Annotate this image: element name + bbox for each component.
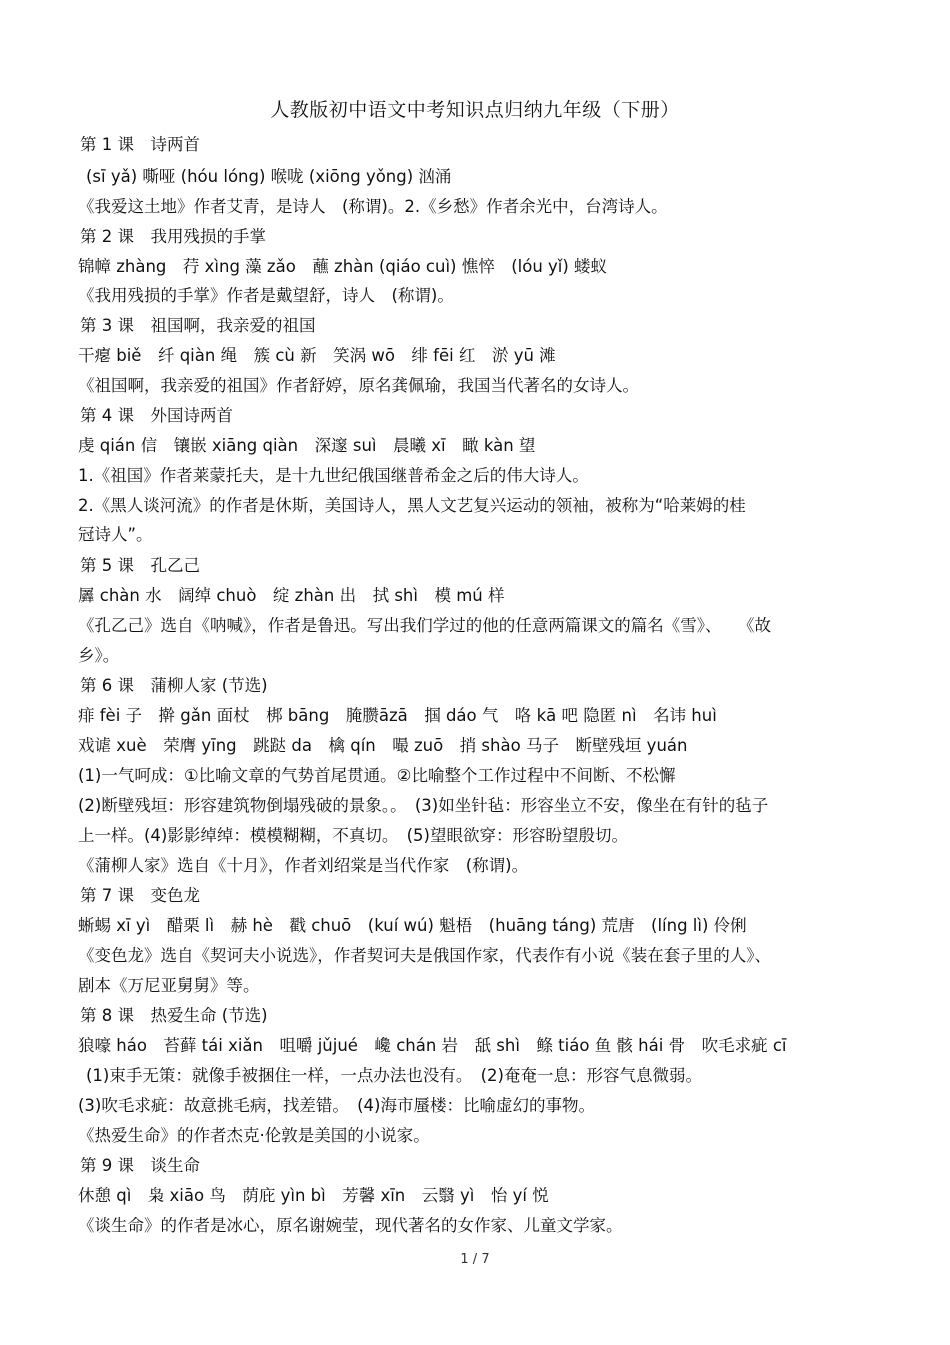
lesson-5-author: 《孔乙己》选自《呐喊》，作者是鲁迅。写出我们学过的他的任意两篇课文的篇名《雪》、 《故 bbox=[78, 616, 771, 635]
lesson-7-author-cont: 剧本《万尼亚舅舅》等。 bbox=[78, 976, 260, 995]
lesson-1-heading: 第 1 课 诗两首 bbox=[80, 135, 200, 154]
lesson-9-heading: 第 9 课 谈生命 bbox=[80, 1156, 200, 1175]
lesson-1-vocab: (sī yǎ) 嘶哑 (hóu lóng) 喉咙 (xiōng yǒng) 汹涌 bbox=[86, 167, 452, 186]
lesson-7-author: 《变色龙》选自《契诃夫小说选》，作者契诃夫是俄国作家，代表作有小说《装在套子里的人》、 bbox=[78, 946, 771, 965]
lesson-5-heading: 第 5 课 孔乙己 bbox=[80, 556, 200, 575]
lesson-6-vocab-1: 痱 fèi 子 擀 gǎn 面杖 梆 bāng 腌臜āzā 掴 dáo 气 咯 kā 吧 隐匿 nì 名讳 huì bbox=[78, 706, 717, 725]
lesson-8-author: 《热爱生命》的作者杰克·伦敦是美国的小说家。 bbox=[78, 1126, 430, 1145]
lesson-9-vocab: 休憩 qì 枭 xiāo 鸟 荫庇 yìn bì 芳馨 xīn 云翳 yì 怡 yí 悦 bbox=[78, 1186, 549, 1205]
lesson-1-author: 《我爱这土地》作者艾青，是诗人 (称谓)。2.《乡愁》作者余光中，台湾诗人。 bbox=[78, 197, 668, 216]
lesson-4-note-2: 2.《黑人谈河流》的作者是休斯，美国诗人，黑人文艺复兴运动的领袖，被称为“哈莱姆的桂 bbox=[78, 496, 746, 515]
lesson-2-heading: 第 2 课 我用残损的手掌 bbox=[80, 227, 266, 246]
lesson-6-idiom-1: (1)一气呵成：①比喻文章的气势首尾贯通。②比喻整个工作过程中不间断、不松懈 bbox=[78, 766, 676, 785]
lesson-6-heading: 第 6 课 蒲柳人家 (节选) bbox=[80, 676, 268, 695]
lesson-2-vocab: 锦幛 zhàng 荇 xìng 藻 zǎo 蘸 zhàn (qiáo cuì) 憔悴 (lóu yǐ) 蝼蚁 bbox=[78, 257, 608, 276]
document-title: 人教版初中语文中考知识点归纳九年级（下册） bbox=[270, 99, 680, 121]
lesson-6-idiom-3: 上一样。(4)影影绰绰：模模糊糊，不真切。 (5)望眼欲穿：形容盼望殷切。 bbox=[78, 826, 628, 845]
lesson-3-author: 《祖国啊，我亲爱的祖国》作者舒婷，原名龚佩瑜，我国当代著名的女诗人。 bbox=[78, 376, 639, 395]
lesson-9-author: 《谈生命》的作者是冰心，原名谢婉莹，现代著名的女作家、儿童文学家。 bbox=[78, 1216, 623, 1235]
page-number: 1 / 7 bbox=[460, 1252, 490, 1267]
lesson-3-vocab: 干瘪 biě 纤 qiàn 绳 簇 cù 新 笑涡 wō 绯 fēi 红 淤 yū 滩 bbox=[78, 346, 556, 365]
lesson-4-heading: 第 4 课 外国诗两首 bbox=[80, 406, 233, 425]
lesson-2-author: 《我用残损的手掌》作者是戴望舒，诗人 (称谓)。 bbox=[78, 286, 454, 305]
lesson-4-note-2-cont: 冠诗人”。 bbox=[78, 525, 153, 544]
lesson-5-vocab: 羼 chàn 水 阔绰 chuò 绽 zhàn 出 拭 shì 模 mú 样 bbox=[78, 586, 505, 605]
lesson-7-heading: 第 7 课 变色龙 bbox=[80, 886, 200, 905]
lesson-6-idiom-2: (2)断壁残垣：形容建筑物倒塌残破的景象。。 (3)如坐针毡：形容坐立不安，像坐在有针的毡子 bbox=[78, 796, 769, 815]
lesson-8-vocab: 狼嚎 háo 苔藓 tái xiǎn 咀嚼 jǔjué 巉 chán 岩 舐 shì 鲦 tiáo 鱼 骸 hái 骨 吹毛求疵 cī bbox=[78, 1036, 787, 1055]
lesson-5-author-cont: 乡》。 bbox=[78, 646, 120, 665]
lesson-6-vocab-2: 戏谑 xuè 荣膺 yīng 跳跶 da 檎 qín 嘬 zuō 捎 shào 马子 断壁残垣 yuán bbox=[78, 736, 688, 755]
lesson-6-author: 《蒲柳人家》选自《十月》，作者刘绍棠是当代作家 (称谓)。 bbox=[78, 856, 529, 875]
lesson-8-idiom-1: (1)束手无策：就像手被捆住一样，一点办法也没有。 (2)奄奄一息：形容气息微弱。 bbox=[86, 1066, 702, 1085]
lesson-4-vocab: 虔 qián 信 镶嵌 xiāng qiàn 深邃 suì 晨曦 xī 瞰 kàn 望 bbox=[78, 436, 536, 455]
lesson-7-vocab: 蜥蜴 xī yì 醋栗 lì 赫 hè 戳 chuō (kuí wú) 魁梧 (huāng táng) 荒唐 (líng lì) 伶俐 bbox=[78, 916, 747, 935]
lesson-4-note-1: 1.《祖国》作者莱蒙托夫，是十九世纪俄国继普希金之后的伟大诗人。 bbox=[78, 466, 589, 485]
lesson-8-heading: 第 8 课 热爱生命 (节选) bbox=[80, 1006, 268, 1025]
lesson-8-idiom-2: (3)吹毛求疵：故意挑毛病，找差错。 (4)海市蜃楼：比喻虚幻的事物。 bbox=[78, 1096, 595, 1115]
lesson-3-heading: 第 3 课 祖国啊，我亲爱的祖国 bbox=[80, 316, 316, 335]
